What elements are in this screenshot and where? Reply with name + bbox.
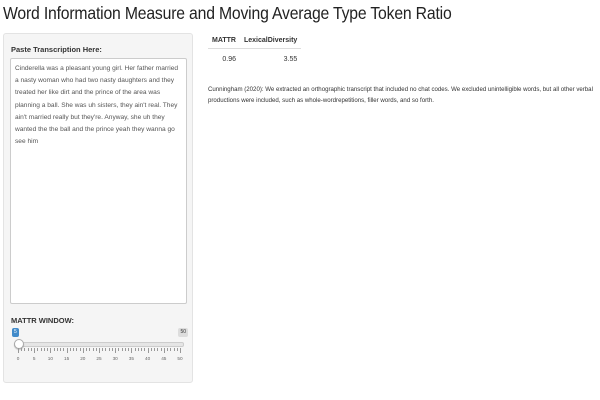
slider-minor-tick [70, 348, 71, 351]
slider-tick-label: 35 [128, 356, 134, 361]
table-row [208, 49, 301, 67]
slider-minor-tick [102, 348, 103, 351]
mattr-window-label: MATTR WINDOW: [11, 316, 75, 325]
slider-minor-tick [151, 348, 152, 351]
slider-minor-tick [177, 348, 178, 351]
slider-minor-tick [122, 348, 123, 351]
slider-minor-tick [41, 348, 42, 351]
lexical-diversity-value: 3.55 [283, 56, 298, 63]
transcription-label: Paste Transcription Here: [11, 45, 102, 54]
slider-minor-tick [57, 348, 58, 351]
slider-minor-tick [44, 348, 45, 351]
column-header-lexical-diversity: LexicalDiversity [240, 34, 301, 49]
slider-track[interactable] [14, 342, 184, 347]
slider-minor-tick [144, 348, 145, 351]
slider-tick-label: 20 [80, 356, 86, 361]
slider-minor-tick [128, 348, 129, 351]
slider-tick-label: 15 [63, 356, 70, 361]
slider-tick-label: 5 [32, 356, 36, 361]
slider-tick [99, 348, 100, 353]
slider-tick-label: 30 [112, 356, 118, 361]
methodology-note: Cunningham (2020): We extracted an orthographic transcript that included no chat codes. We excluded unintelligible words, but all other verbal productions were included, such as whole-wordrepetitions, filler words, and so forth. [208, 86, 593, 104]
slider-tick [148, 348, 149, 353]
slider-minor-tick [86, 348, 87, 351]
slider-minor-tick [54, 348, 55, 351]
slider-tick [115, 348, 116, 353]
slider-minor-tick [60, 348, 61, 351]
slider-minor-tick [125, 348, 126, 351]
slider-minor-tick [21, 348, 22, 351]
page-title: Word Information Measure and Moving Average Type Token Ratio [3, 3, 452, 23]
slider-tick-label: 0 [16, 356, 20, 361]
slider-minor-tick [96, 348, 97, 351]
slider-minor-tick [170, 348, 171, 351]
slider-minor-tick [76, 348, 77, 351]
slider-tick-label: 25 [96, 356, 102, 361]
slider-minor-tick [154, 348, 155, 351]
slider-tick-label: 40 [144, 356, 151, 361]
slider-tick [67, 348, 68, 353]
slider-minor-tick [47, 348, 48, 351]
slider-tick [83, 348, 84, 353]
slider-tick [18, 348, 19, 353]
slider-minor-tick [161, 348, 162, 351]
mattr-window-slider[interactable] [10, 328, 188, 368]
slider-minor-tick [138, 348, 139, 351]
column-header-mattr: MATTR [208, 34, 240, 49]
slider-minor-tick [135, 348, 136, 351]
slider-max-badge: 50 [180, 329, 186, 335]
slider-tick [34, 348, 35, 353]
slider-minor-tick [112, 348, 113, 351]
slider-tick-label: 45 [161, 356, 167, 361]
slider-tick [180, 348, 181, 353]
slider-tick [50, 348, 51, 353]
slider-handle[interactable] [14, 339, 24, 349]
slider-minor-tick [73, 348, 74, 351]
transcription-textarea[interactable] [10, 58, 187, 304]
slider-minor-tick [31, 348, 32, 351]
slider-minor-tick [80, 348, 81, 351]
slider-minor-tick [157, 348, 158, 351]
slider-tick [131, 348, 132, 353]
slider-minor-tick [37, 348, 38, 351]
slider-minor-tick [28, 348, 29, 351]
slider-value-badge: 5 [14, 329, 17, 335]
slider-tick-label: 50 [177, 356, 183, 361]
slider-minor-tick [105, 348, 106, 351]
slider-tick-label: 10 [47, 356, 53, 361]
slider-tick [164, 348, 165, 353]
sidebar-panel [3, 33, 193, 383]
results-table [208, 34, 301, 66]
slider-minor-tick [109, 348, 110, 351]
slider-minor-tick [93, 348, 94, 351]
slider-minor-tick [118, 348, 119, 351]
slider-minor-tick [141, 348, 142, 351]
slider-minor-tick [89, 348, 90, 351]
slider-minor-tick [24, 348, 25, 351]
slider-minor-tick [167, 348, 168, 351]
table-header-row [208, 34, 301, 49]
mattr-value: 0.96 [222, 56, 236, 63]
slider-minor-tick [174, 348, 175, 351]
slider-minor-tick [63, 348, 64, 351]
